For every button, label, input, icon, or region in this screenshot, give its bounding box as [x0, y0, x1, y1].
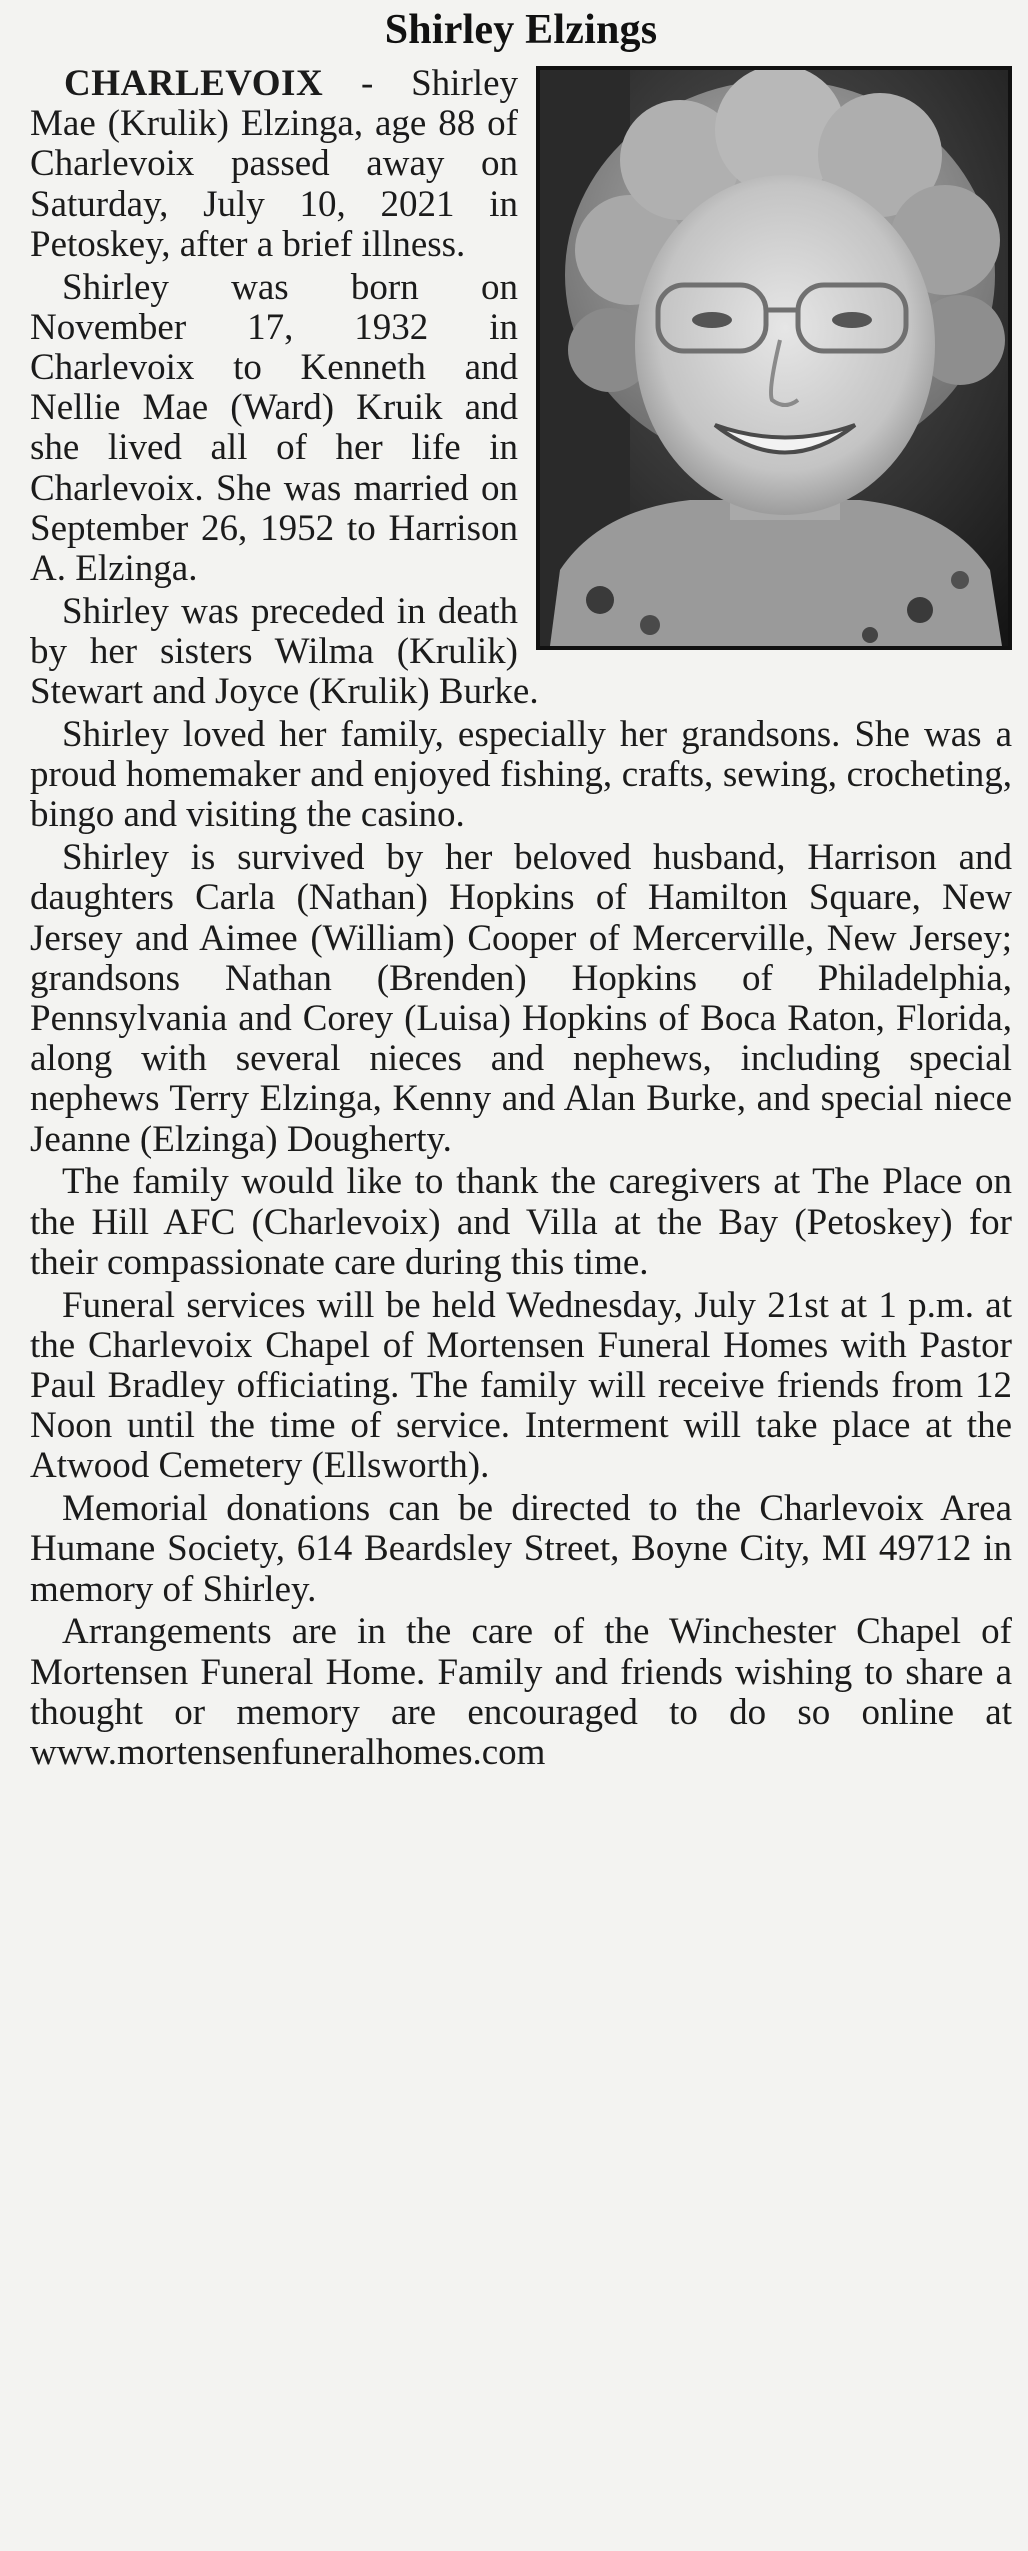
portrait-photo-icon	[540, 70, 1008, 646]
paragraph-services: Funeral services will be held Wednesday, July 21st at 1 p.m. at the Charlevoix Chapel of Mortensen Funeral Homes with Pastor Paul Bradley officiating. The family will receive friends from 12 Noon until the time of service. Interment will take place at the Atwood Cemetery (Ellsworth).	[30, 1284, 1012, 1487]
paragraph-arrangements: Arrangements are in the care of the Winchester Chapel of Mortensen Funeral Home. Family and friends wishing to share a thought or memory are encouraged to do so online at www.mortensenfuneralhomes.com	[30, 1611, 1012, 1774]
paragraph-intro-text: Shirley Mae (Krulik) Elzinga, age 88 of Charlevoix passed away on Saturday, July 10, 2021 in Petoskey, after a brief illness.	[30, 63, 518, 265]
paragraph-survivors: Shirley is survived by her beloved husband, Harrison and daughters Carla (Nathan) Hopkins of Hamilton Square, New Jersey and Aimee (William) Cooper of Mercerville, New Jersey; grandsons Nathan (Brenden) Hopkins of Philadelphia, Pennsylvania and Corey (Luisa) Hopkins of Boca Raton, Florida, along with several nieces and nephews, including special nephews Terry Elzinga, Kenny and Alan Burke, and special niece Jeanne (Elzinga) Dougherty.	[30, 837, 1012, 1160]
paragraph-interests: Shirley loved her family, especially her grandsons. She was a proud homemaker and enjoyed fishing, crafts, sewing, crocheting, bingo and visiting the casino.	[30, 714, 1012, 836]
obituary-body	[30, 64, 1012, 1773]
dateline-separator: -	[323, 63, 412, 104]
paragraph-birth: Shirley was born on November 17, 1932 in Charlevoix to Kenneth and Nellie Mae (Ward) Kruik and she lived all of her life in Charlevoix. She was married on September 26, 1952 to Harrison A. Elzinga.	[30, 266, 518, 590]
portrait-photo	[536, 66, 1012, 650]
paragraph-thanks: The family would like to thank the caregivers at The Place on the Hill AFC (Charlevoix) and Villa at the Bay (Petoskey) for their compassionate care during this time.	[30, 1161, 1012, 1283]
obituary-headline: Shirley Elzings	[384, 7, 658, 53]
paragraph-preceded: Shirley was preceded in death by her sisters Wilma (Krulik) Stewart and Joyce (Krulik) Burke.	[30, 590, 539, 713]
dateline: CHARLEVOIX	[64, 63, 324, 104]
paragraph-memorials: Memorial donations can be directed to the Charlevoix Area Humane Society, 614 Beardsley Street, Boyne City, MI 49712 in memory of Shirley.	[30, 1488, 1012, 1610]
